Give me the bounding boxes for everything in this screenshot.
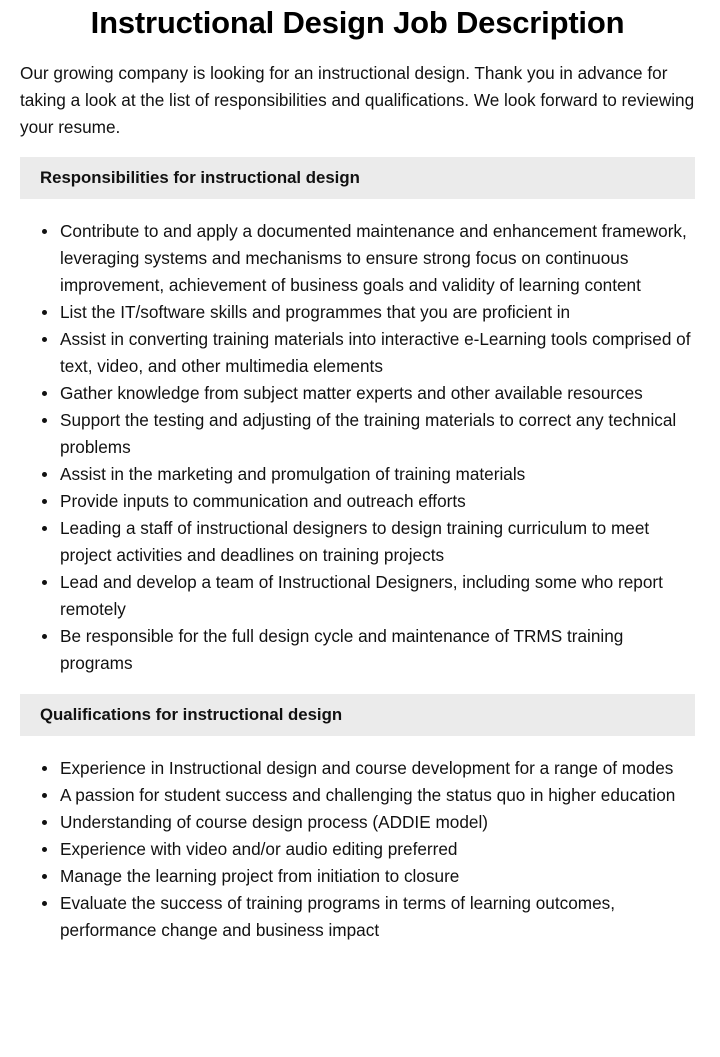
bullet-icon [42, 634, 47, 639]
list-item [20, 461, 695, 488]
list-item-text: Evaluate the success of training programs in terms of learning outcomes, performance change and business impact [60, 893, 616, 940]
bullet-icon [42, 820, 47, 825]
list-item [20, 218, 695, 299]
bullet-icon [42, 391, 47, 396]
list-item-text: Contribute to and apply a documented maintenance and enhancement framework, leveraging systems and mechanisms to ensure strong focus on continuous improvement, achievement of business goals and validity of learning content [60, 221, 687, 295]
list-item-text: Assist in the marketing and promulgation of training materials [60, 464, 526, 484]
list-item [20, 407, 695, 461]
list-item [20, 782, 695, 809]
list-item [20, 380, 695, 407]
bullet-icon [42, 337, 47, 342]
responsibilities-heading: Responsibilities for instructional design [20, 157, 695, 199]
list-item-text: A passion for student success and challenging the status quo in higher education [60, 785, 676, 805]
bullet-icon [42, 499, 47, 504]
bullet-icon [42, 418, 47, 423]
list-item [20, 488, 695, 515]
list-item-text: Gather knowledge from subject matter experts and other available resources [60, 383, 643, 403]
bullet-icon [42, 847, 47, 852]
bullet-icon [42, 874, 47, 879]
list-item [20, 890, 695, 944]
responsibilities-list [20, 218, 695, 677]
bullet-icon [42, 766, 47, 771]
list-item [20, 755, 695, 782]
intro-paragraph: Our growing company is looking for an instructional design. Thank you in advance for taking a look at the list of responsibilities and qualifications. We look forward to reviewing your resume. [20, 63, 695, 137]
bullet-icon [42, 793, 47, 798]
qualifications-heading: Qualifications for instructional design [20, 694, 695, 736]
list-item [20, 515, 695, 569]
list-item-text: Understanding of course design process (ADDIE model) [60, 812, 488, 832]
bullet-icon [42, 472, 47, 477]
list-item-text: Provide inputs to communication and outreach efforts [60, 491, 466, 511]
list-item-text: Experience with video and/or audio editing preferred [60, 839, 458, 859]
list-item-text: Assist in converting training materials into interactive e-Learning tools comprised of text, video, and other multimedia elements [60, 329, 691, 376]
bullet-icon [42, 229, 47, 234]
list-item [20, 809, 695, 836]
list-item-text: Manage the learning project from initiation to closure [60, 866, 460, 886]
list-item-text: Experience in Instructional design and course development for a range of modes [60, 758, 674, 778]
bullet-icon [42, 580, 47, 585]
list-item-text: List the IT/software skills and programmes that you are proficient in [60, 302, 571, 322]
bullet-icon [42, 310, 47, 315]
list-item [20, 569, 695, 623]
list-item [20, 299, 695, 326]
list-item [20, 623, 695, 677]
list-item-text: Lead and develop a team of Instructional Designers, including some who report remotely [60, 572, 663, 619]
list-item [20, 326, 695, 380]
list-item [20, 836, 695, 863]
bullet-icon [42, 526, 47, 531]
list-item-text: Leading a staff of instructional designers to design training curriculum to meet project activities and deadlines on training projects [60, 518, 650, 565]
bullet-icon [42, 901, 47, 906]
qualifications-list [20, 755, 695, 944]
list-item-text: Be responsible for the full design cycle and maintenance of TRMS training programs [60, 626, 624, 673]
list-item [20, 863, 695, 890]
list-item-text: Support the testing and adjusting of the training materials to correct any technical problems [60, 410, 677, 457]
page-title: Instructional Design Job Description [90, 5, 625, 40]
